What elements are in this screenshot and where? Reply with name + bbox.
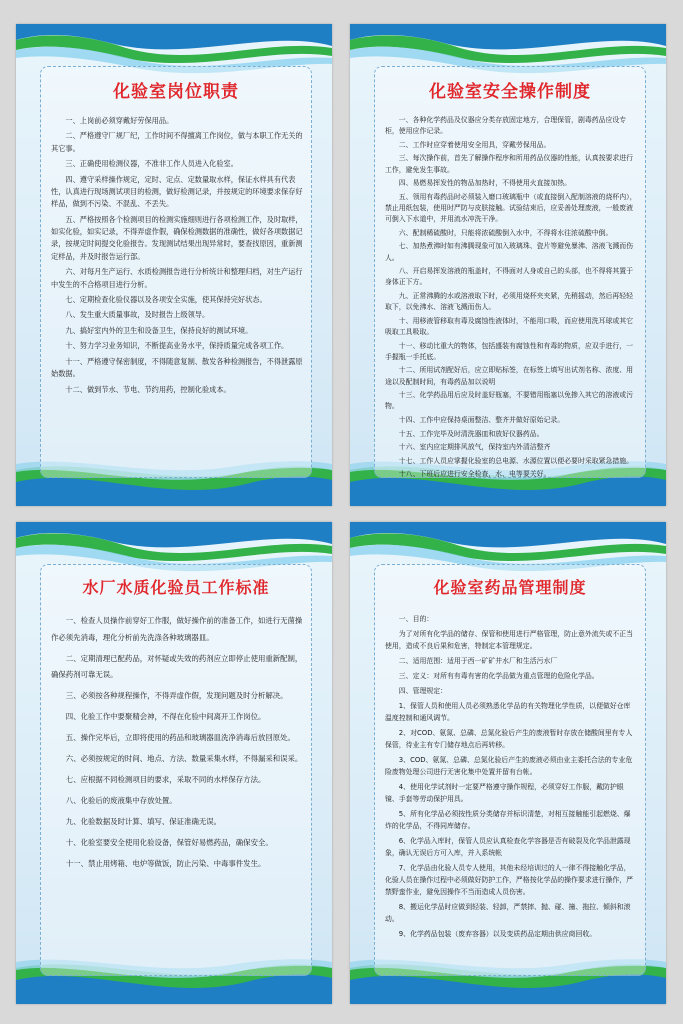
paragraph: 五、严格按照各个检测项目的检测实施细则进行各项检测工作，及时取样，如实化验，如实记录，不得弄虚作假，确保检测数据的准确性，做好各项数据记录，按规定时间提交化验报告。发现测试结果出现异常时，要查找原因，重新测定样品，并及时报告运行部。 [51, 214, 303, 261]
paragraph: 三、必须按各种规程操作，不得弄虚作假，发现问题及时分析解决。 [65, 691, 288, 700]
paragraph: 8、搬运化学品时应做到轻装、轻卸，严禁摔、抛、碰、撞、拖拉、倾斜和滚动。 [385, 903, 631, 923]
paragraph: 一、检查人员操作前穿好工作服，做好操作前的准备工作，如进行无菌操作必须先消毒，理化分析前先洗涤各种玻璃器皿。 [51, 616, 303, 642]
paragraph: 十三、化学药品用后应及时盖好瓶塞，不要错用瓶塞以免掺入其它的溶液或污物。 [385, 391, 634, 411]
paragraph: 十、努力学习业务知识，不断提高业务水平，保持质量完成各项工作。 [65, 341, 289, 351]
paragraph: 七、定期检查化验仪器以及各项安全实施，使其保持完好状态。 [65, 294, 267, 304]
poster-title: 化验室药品管理制度 [433, 578, 587, 597]
paragraph: 四、管理规定： [398, 687, 448, 695]
paragraph: 2、对COD、氨氮、总磷、总氮化验后产生的废液暂时存放在储酸间里有专人保管，待业主有专门储存地点后再转移。 [385, 729, 633, 749]
paragraph: 一、目的： [398, 615, 434, 623]
poster-body [385, 613, 637, 943]
paragraph: 五、操作完毕后，立即将使用的药品和玻璃器皿洗净消毒后放回原处。 [65, 733, 295, 742]
poster-title: 化验室安全操作制度 [429, 82, 591, 102]
content-frame [40, 66, 312, 478]
paragraph: 十、用移液管移取有毒及腐蚀性液体时，不能用口吸，而应使用洗耳球或其它吸取工具吸取。 [385, 316, 634, 336]
paragraph: 七、加热煮沸时如有沸腾现象可加入玻璃珠、瓷片等避免暴沸、溶液飞溅而伤人。 [385, 242, 634, 262]
poster-lab-safety-rules [350, 24, 666, 506]
poster-body [385, 115, 637, 483]
paragraph: 八、发生重大质量事故，及时报告上级领导。 [65, 310, 210, 320]
poster-body [51, 613, 303, 877]
paragraph: 二、工作时应穿着使用安全用具，穿戴劳保用品。 [398, 140, 551, 149]
poster-water-lab-tech-standard [16, 522, 332, 1004]
paragraph: 四、易燃易挥发性的物品加热时，不得使用火直接加热。 [398, 179, 572, 188]
paragraph: 十七、工作人员应掌握化验室的总电源、水源位置以便必要时采取紧急措施。 [398, 456, 634, 465]
paragraph: 八、开启易挥发溶液的瓶盖时，不得面对人身或自己的头部，也不得将其置于身体正下方。 [385, 267, 634, 287]
poster-title: 水厂水质化验员工作标准 [82, 578, 270, 597]
poster-body [51, 115, 303, 399]
paragraph: 二、严格遵守厂规厂纪，工作时间不得擅离工作岗位，做与本职工作无关的其它事。 [51, 131, 303, 153]
paragraph: 十、化验室要安全使用化验设备，保管好易燃药品，确保安全。 [65, 838, 273, 847]
paragraph: 十六、室内应定期排风放气，保持室内外清洁整齐 [398, 443, 551, 452]
paragraph: 六、对每月生产运行、水质检测报告进行分析统计和整理归档，对生产运行中发生的不合格项目进行分析。 [51, 267, 303, 289]
paragraph: 十四、工作中应保持桌面整洁、整齐并做好原始记录。 [398, 415, 565, 424]
paragraph: 9、化学药品包装（废弃容器）以及变质药品定期由供应商回收。 [398, 930, 597, 938]
paragraph: 一、上岗前必须穿戴好劳保用品。 [65, 116, 174, 125]
paragraph: 1、保管人员和使用人员必须熟悉化学品的有关物理化学性质，以便做好仓库温度控制和通风调节。 [385, 702, 631, 722]
paragraph: 7、化学品由化验人员专人使用，其他未经培训过的人一律不得接触化学品，化验人员在操作过程中必须做好防护工作，严格按化学品的操作要求进行操作，严禁野蛮作业，避免因操作不当而造成人员伤害。 [385, 864, 634, 896]
paragraph: 四、遵守采样操作规定，定时、定点、定数量取水样，保证水样具有代表性，认真进行现场测试项目的检测，做好检测记录，并按规定的环境要求保存好样品，做到不污染、不混乱、不丢失。 [51, 174, 303, 209]
paragraph: 九、搞好室内外的卫生和设备卫生，保持良好的测试环境。 [65, 325, 253, 335]
paragraph: 十八、下班后应进行安全检查，水、电等要关好。 [398, 470, 551, 479]
paragraph: 6、化学品入库时，保管人员应认真检查化学容器是否有破裂及化学品泄露现象，确认无误后方可入库，并入系统帐 [385, 837, 631, 857]
paragraph: 三、正确使用检测仪器，不准非工作人员进入化验室。 [65, 159, 238, 169]
paragraph: 六、配制稀硫酸时，只能将浓硫酸倒入水中，不得将水往浓硫酸中倒。 [398, 228, 613, 237]
paragraph: 三、每次操作前，首先了解操作程序和所用药品仪器的性能，认真按要求进行工作，避免发生事故。 [385, 154, 634, 174]
paragraph: 六、必须按规定的时间、地点、方法、数量采集水样，不得漏采和误采。 [65, 754, 303, 763]
paragraph: 十五、工作完毕及时清洗器皿和放好仪器药品。 [398, 429, 544, 438]
paragraph: 十一、严格遵守保密制度，不得随意复制、散发各种检测报告，不得泄露原始数据。 [51, 356, 303, 379]
paragraph: 十二、所用试剂配好后，应立即贴标签，在标签上填写出试剂名称、浓度、用途以及配制时间，有毒药品加以说明 [385, 366, 634, 386]
paragraph: 八、化验后的废液集中存放处置。 [65, 796, 177, 805]
paragraph: 3、COD、氨氮、总磷、总氮化验后产生的废液必须由业主委托合法的专业危险废物处理公司进行无害化集中处置并留有台帐。 [385, 756, 633, 776]
paragraph: 4、使用化学试剂时一定要严格遵守操作规程，必须穿好工作服，戴防护眼镜、手套等劳动保护用具。 [385, 783, 624, 803]
poster-lab-chemical-management [350, 522, 666, 1004]
content-frame [374, 564, 646, 976]
paragraph: 二、定期清理已配药品，对怀疑或失效的药剂应立即停止使用重新配制，确保药剂可靠无误。 [51, 653, 303, 679]
paragraph: 七、应根据不同检测项目的要求，采取不同的水样保存方法。 [65, 775, 266, 784]
paragraph: 十一、禁止用烤箱、电炉等做饭，防止污染、中毒事件发生。 [65, 859, 266, 868]
content-frame [40, 564, 312, 976]
paragraph: 五、领用有毒药品时必须装入磨口玻璃瓶中（或直接倒入配制溶液的烧杯内），禁止用纸包装，使用时严防与皮肤接触。试验结束后，应妥善处理废液，一般废液可倒入下水道中，并用流水冲洗干净。 [385, 192, 637, 224]
paragraph: 四、化验工作中要聚精会神，不得在化验中间离开工作岗位。 [65, 712, 266, 721]
paragraph: 十一、移动比重大的物体，包括盛装有腐蚀性和有毒的物质，应双手进行，一手握瓶一手托底。 [385, 341, 634, 361]
poster-title: 化验室岗位职责 [113, 82, 239, 102]
paragraph: 一、各种化学药品及仪器应分类存放固定地方，合理保管，剧毒药品应设专柜，使用应作记录。 [385, 116, 627, 136]
paragraph: 三、定义：对所有有毒有害的化学品做为重点管理的危险化学品。 [398, 672, 599, 680]
poster-lab-post-duties [16, 24, 332, 506]
paragraph: 十二、做到节水、节电、节约用药，控制化验成本。 [65, 384, 231, 394]
paragraph: 5、所有化学品必须按性质分类储存并标识清楚，对相互接触能引起燃烧、爆炸的化学品，不得同库储存。 [385, 810, 631, 830]
paragraph: 九、正常沸腾的水或溶液取下时，必须用烧杯夹夹紧，先稍摇动，然后再轻轻取下，以免沸水、溶液飞溅而伤人。 [385, 291, 634, 312]
content-frame [374, 66, 646, 478]
paragraph: 九、化验数据及时计算、填写、保证准确无误。 [65, 817, 222, 826]
paragraph: 二、适用范围：适用于西一矿矿井水厂和生活污水厂 [398, 657, 558, 665]
paragraph: 为了对所有化学品的储存、保管和使用进行严格管理，防止意外流失或不正当使用，造成不良后果和危害，特制定本管理规定。 [385, 630, 634, 650]
